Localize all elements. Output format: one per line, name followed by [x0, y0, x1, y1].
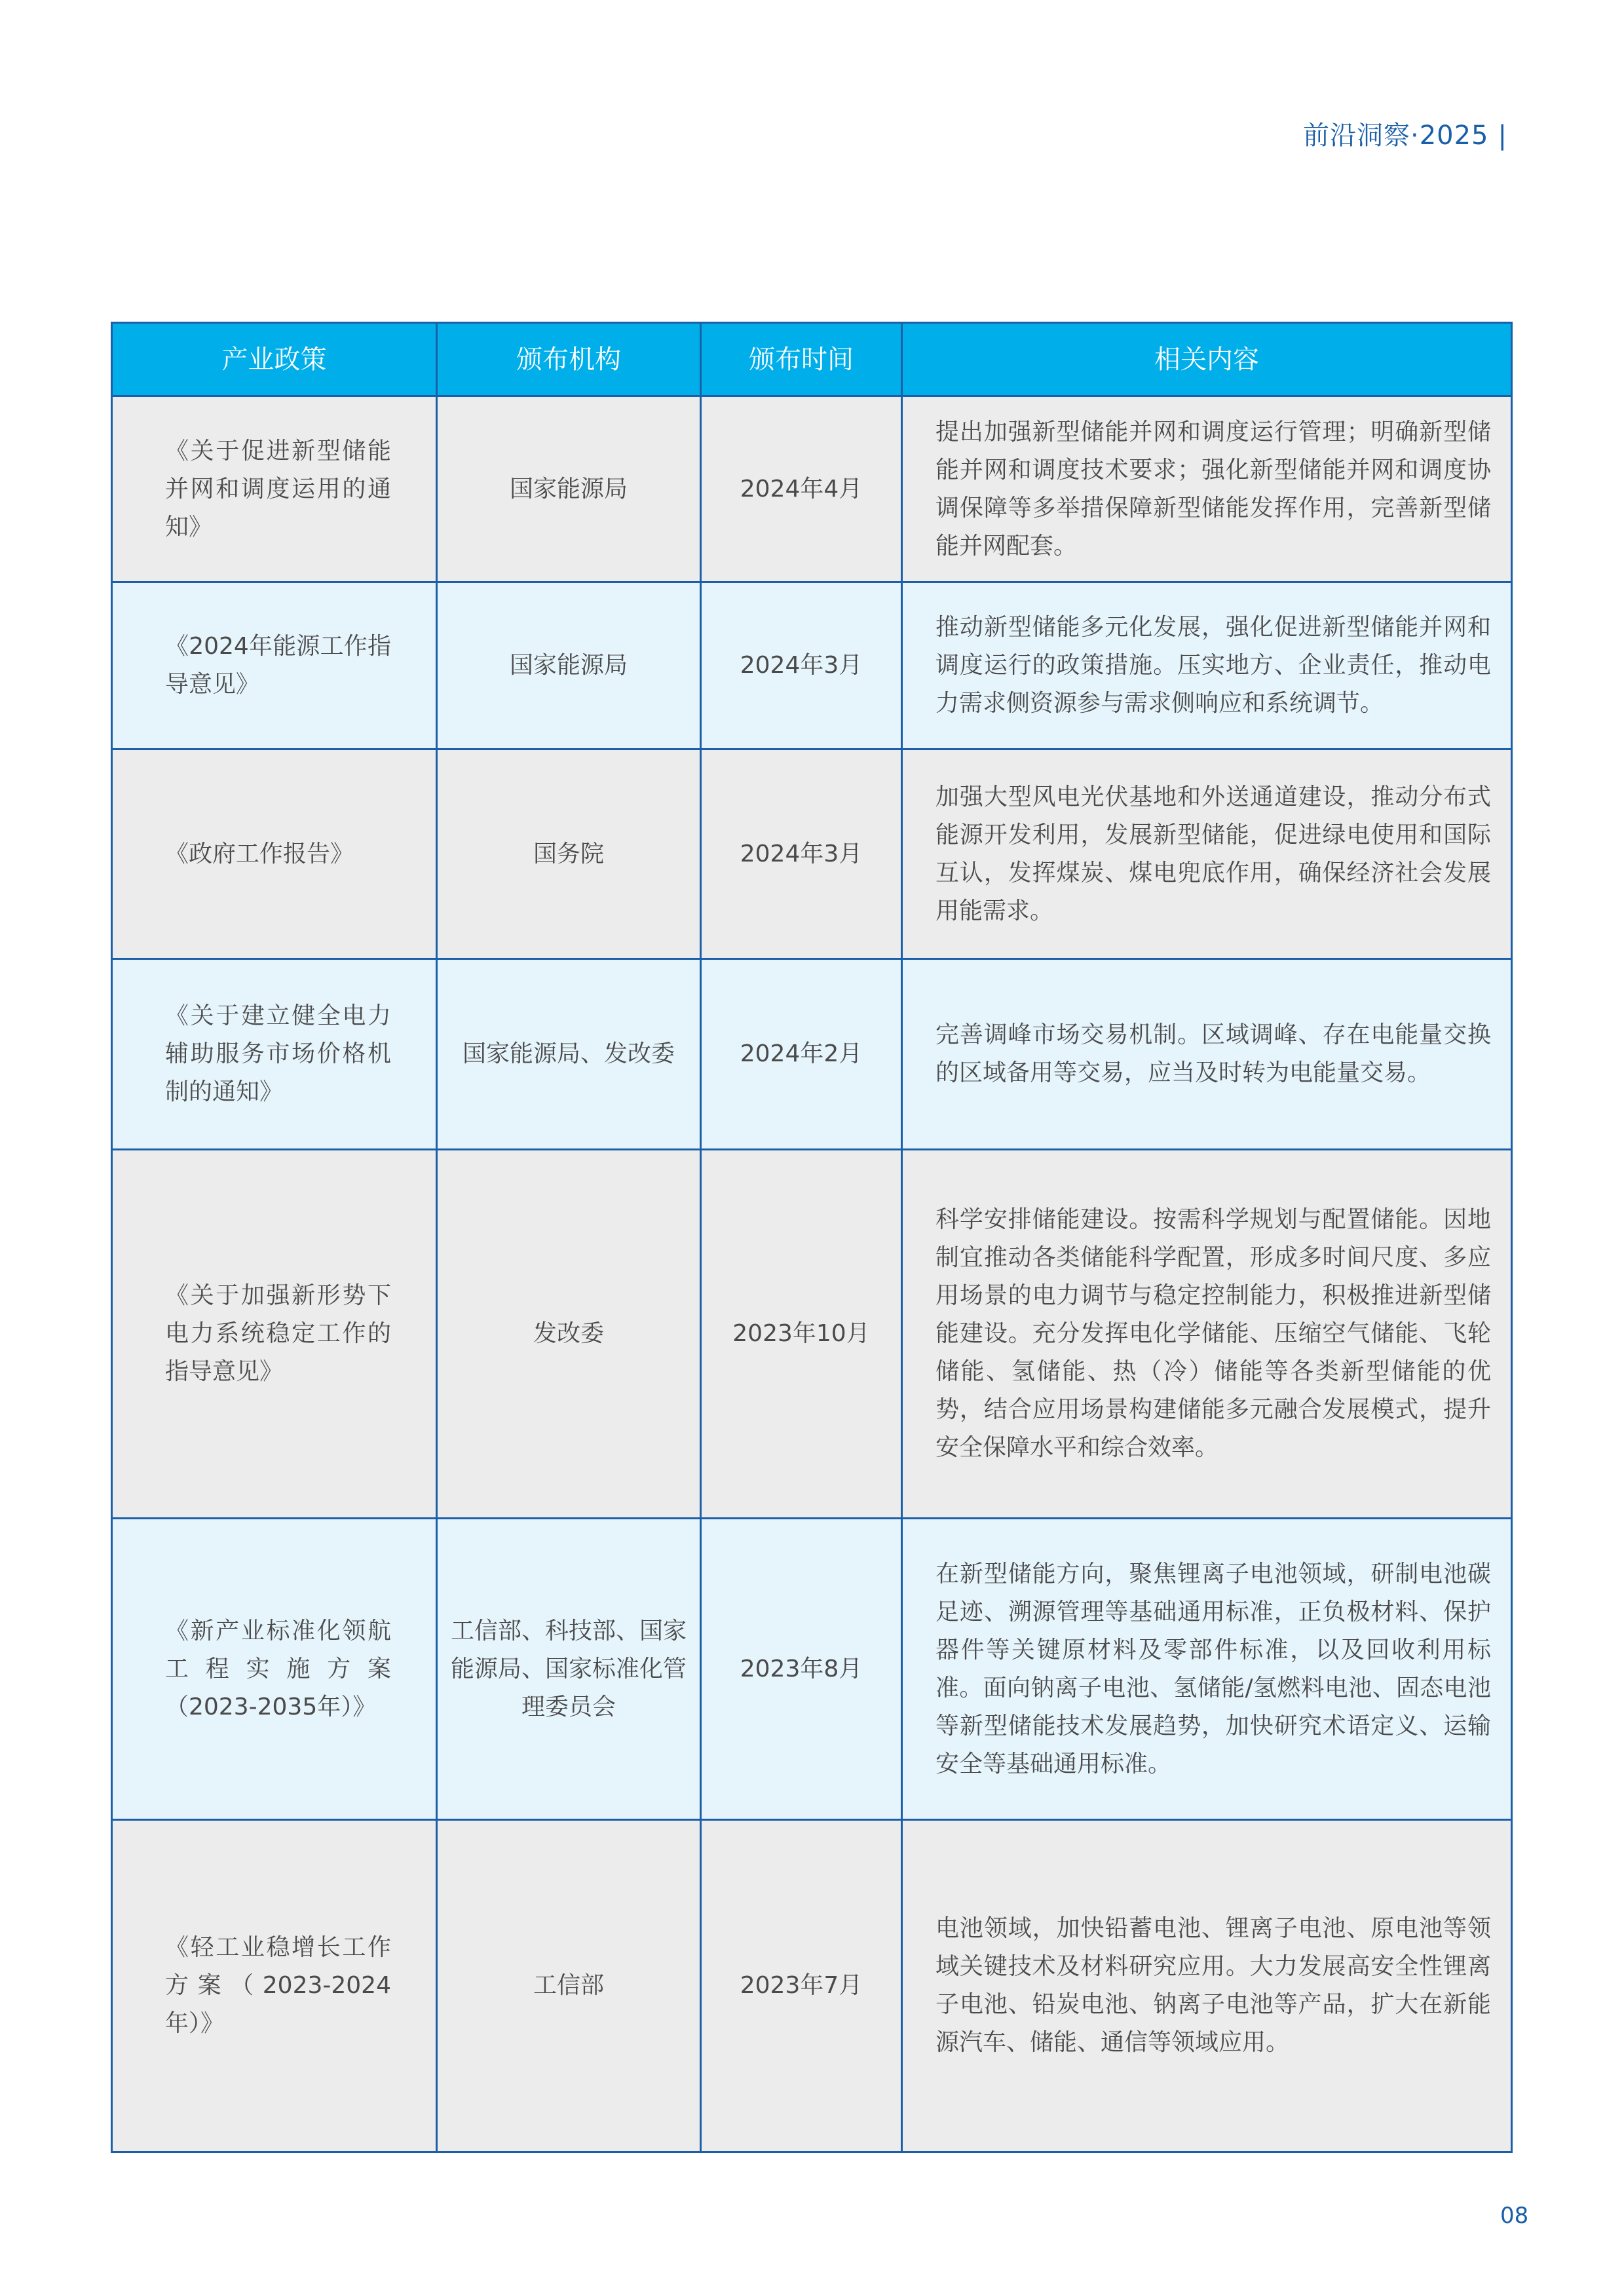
page-number: 08: [1500, 2203, 1529, 2229]
table-row: [112, 582, 1512, 749]
content-cell: 在新型储能方向，聚焦锂离子电池领域，研制电池碳足迹、溯源管理等基础通用标准，正负极材料、保护器件等关键原材料及零部件标准，以及回收利用标准。面向钠离子电池、氢储能/氢燃料电池、固态电池等新型储能技术发展趋势，加快研究术语定义、运输安全等基础通用标准。: [902, 1519, 1512, 1820]
content-cell: 电池领域，加快铅蓄电池、锂离子电池、原电池等领域关键技术及材料研究应用。大力发展高安全性锂离子电池、铅炭电池、钠离子电池等产品，扩大在新能源汽车、储能、通信等领域应用。: [902, 1820, 1512, 2152]
agency-cell: 国务院: [437, 749, 701, 959]
table-row: [112, 959, 1512, 1150]
header-policy: 产业政策: [112, 323, 437, 396]
agency-cell: 国家能源局: [437, 582, 701, 749]
content-cell: 完善调峰市场交易机制。区域调峰、存在电能量交换的区域备用等交易，应当及时转为电能量交易。: [902, 959, 1512, 1150]
date-cell: 2024年3月: [701, 749, 902, 959]
policy-cell: 《关于促进新型储能并网和调度运用的通知》: [112, 396, 437, 582]
table-row: [112, 396, 1512, 582]
date-cell: 2024年4月: [701, 396, 902, 582]
content-cell: 提出加强新型储能并网和调度运行管理；明确新型储能并网和调度技术要求；强化新型储能并网和调度协调保障等多举措保障新型储能发挥作用，完善新型储能并网配套。: [902, 396, 1512, 582]
policy-cell: 《新产业标准化领航工程实施方案（2023-2035年）》: [112, 1519, 437, 1820]
table-header-row: [112, 323, 1512, 396]
running-head: [1303, 115, 1507, 152]
date-cell: 2024年3月: [701, 582, 902, 749]
date-cell: 2023年8月: [701, 1519, 902, 1820]
header-agency: 颁布机构: [437, 323, 701, 396]
policy-cell: 《关于加强新形势下电力系统稳定工作的指导意见》: [112, 1150, 437, 1519]
date-cell: 2024年2月: [701, 959, 902, 1150]
running-head-title: 前沿洞察·2025: [1303, 121, 1489, 151]
header-content: 相关内容: [902, 323, 1512, 396]
agency-cell: 工信部、科技部、国家能源局、国家标准化管理委员会: [437, 1519, 701, 1820]
header-date: 颁布时间: [701, 323, 902, 396]
date-cell: 2023年7月: [701, 1820, 902, 2152]
content-cell: 加强大型风电光伏基地和外送通道建设，推动分布式能源开发利用，发展新型储能，促进绿电使用和国际互认，发挥煤炭、煤电兜底作用，确保经济社会发展用能需求。: [902, 749, 1512, 959]
table-row: [112, 749, 1512, 959]
date-cell: 2023年10月: [701, 1150, 902, 1519]
agency-cell: 工信部: [437, 1820, 701, 2152]
running-head-separator: |: [1498, 121, 1507, 151]
policy-cell: 《政府工作报告》: [112, 749, 437, 959]
table-row: [112, 1820, 1512, 2152]
table-row: [112, 1150, 1512, 1519]
policy-cell: 《关于建立健全电力辅助服务市场价格机制的通知》: [112, 959, 437, 1150]
agency-cell: 国家能源局、发改委: [437, 959, 701, 1150]
content-cell: 推动新型储能多元化发展，强化促进新型储能并网和调度运行的政策措施。压实地方、企业责任，推动电力需求侧资源参与需求侧响应和系统调节。: [902, 582, 1512, 749]
policy-table: [111, 322, 1513, 2153]
content-cell: 科学安排储能建设。按需科学规划与配置储能。因地制宜推动各类储能科学配置，形成多时间尺度、多应用场景的电力调节与稳定控制能力，积极推进新型储能建设。充分发挥电化学储能、压缩空气储能、飞轮储能、氢储能、热（冷）储能等各类新型储能的优势，结合应用场景构建储能多元融合发展模式，提升安全保障水平和综合效率。: [902, 1150, 1512, 1519]
agency-cell: 国家能源局: [437, 396, 701, 582]
table-row: [112, 1519, 1512, 1820]
agency-cell: 发改委: [437, 1150, 701, 1519]
policy-cell: 《2024年能源工作指导意见》: [112, 582, 437, 749]
policy-cell: 《轻工业稳增长工作方案（2023-2024年）》: [112, 1820, 437, 2152]
